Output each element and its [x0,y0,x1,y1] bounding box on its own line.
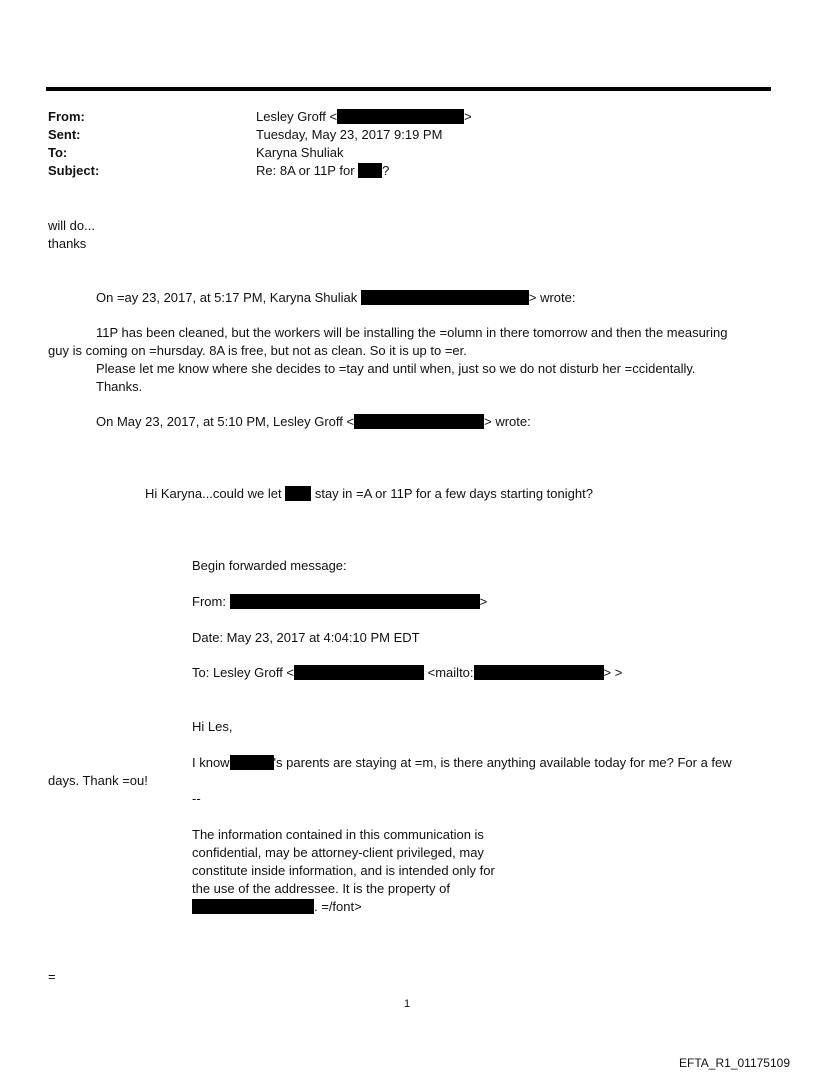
forwarded-date: Date: May 23, 2017 at 4:04:10 PM EDT [192,630,420,645]
forwarded-to-close: > > [603,665,623,680]
quote1-intro-post: > wrote: [528,290,576,305]
from-close: > [464,109,472,124]
to-label: To: [48,145,68,160]
redaction-box [230,594,480,609]
quote1-body-line-1: 11P has been cleaned, but the workers will be installing the =olumn in there tomorrow and then the measuring [96,325,728,340]
page-number: 1 [404,998,411,1010]
disclaimer-line-2: confidential, may be attorney-client privileged, may [192,845,484,860]
forwarded-body-post: 's parents are staying at =m, is there anything available today for me? For a few [273,755,732,770]
disclaimer-line-4: the use of the addressee. It is the property of [192,881,450,896]
quote2-body-pre: Hi Karyna...could we let [145,486,282,501]
subject-value [256,162,389,179]
document-id: EFTA_R1_01175109 [679,1056,790,1070]
forwarded-separator: -- [192,791,201,806]
forwarded-body-pre: I know [192,755,230,770]
quote2-intro [96,413,531,430]
forwarded-greeting: Hi Les, [192,719,233,734]
quote1-intro-pre: On =ay 23, 2017, at 5:17 PM, Karyna Shuliak [96,290,358,305]
quote2-intro-post: > wrote: [484,414,531,429]
redaction-box [361,290,529,305]
quote1-body-line-2: guy is coming on =hursday. 8A is free, but not as clean. So it is up to =er. [48,343,467,358]
redaction-box [358,163,382,178]
forwarded-from [192,593,487,610]
redaction-box [192,899,314,914]
redaction-box [294,665,424,680]
disclaimer-tail [192,898,362,915]
forwarded-to [192,664,622,681]
from-label: From: [48,109,85,124]
to-value: Karyna Shuliak [256,145,344,160]
quote2-body-post: stay in =A or 11P for a few days starting tonight? [314,486,593,501]
quote1-body-line-3: Please let me know where she decides to =tay and until when, just so we do not disturb her =ccidentally. [96,361,696,376]
sent-label: Sent: [48,127,81,142]
header-rule [46,87,771,91]
reply-line-1: will do... [48,218,95,233]
redaction-box [354,414,484,429]
trailing-equals: = [48,969,56,984]
from-value [256,108,472,125]
redaction-box [337,109,464,124]
forwarded-from-close: > [479,594,488,609]
forwarded-body [192,754,732,771]
disclaimer-line-3: constitute inside information, and is intended only for [192,863,495,878]
redaction-box [285,486,311,501]
forwarded-to-mailto: <mailto: [427,665,474,680]
quote2-body [145,485,593,502]
subject-label: Subject: [48,163,100,178]
from-name: Lesley Groff < [256,109,338,124]
redaction-box [230,755,274,770]
forwarded-title: Begin forwarded message: [192,558,347,573]
subject-pre: Re: 8A or 11P for [256,163,355,178]
redaction-box [474,665,604,680]
quote2-intro-pre: On May 23, 2017, at 5:10 PM, Lesley Groff < [96,414,355,429]
disclaimer-line-1: The information contained in this communication is [192,827,484,842]
quote1-body-line-4: Thanks. [96,379,143,394]
disclaimer-tail-text: . =/font> [314,899,362,914]
sent-value: Tuesday, May 23, 2017 9:19 PM [256,127,443,142]
subject-post: ? [382,163,390,178]
reply-line-2: thanks [48,236,87,251]
quote1-intro [96,289,575,306]
forwarded-to-pre: To: Lesley Groff < [192,665,295,680]
forwarded-from-label: From: [192,594,226,609]
forwarded-body-line-2: days. Thank =ou! [48,773,148,788]
